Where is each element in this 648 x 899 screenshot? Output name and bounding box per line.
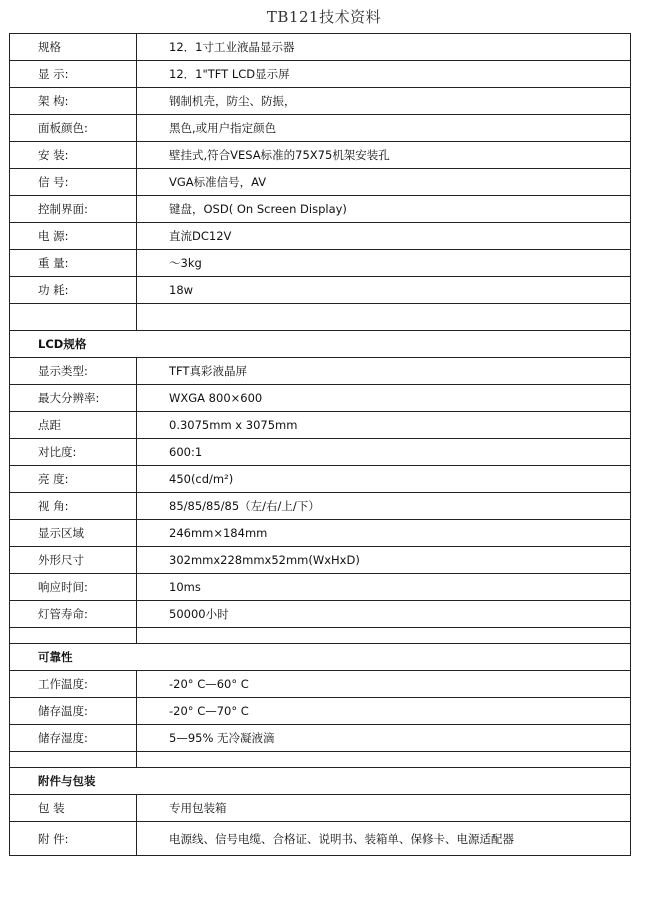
spec-row: [10, 169, 631, 196]
spec-row: [10, 250, 631, 277]
spec-label: 重 量:: [10, 250, 137, 277]
spec-row: [10, 795, 631, 822]
spec-label: 储存温度:: [10, 698, 137, 725]
spec-row: [10, 725, 631, 752]
section-reliability: [10, 644, 631, 671]
document-title: TB121技术资料: [266, 8, 382, 26]
spec-label: 规格: [10, 34, 137, 61]
spec-label: 最大分辨率:: [10, 385, 137, 412]
spec-label: 附 件:: [10, 822, 137, 856]
spec-row: [10, 277, 631, 304]
spec-value: 0.3075mm x 3075mm: [137, 412, 631, 439]
blank-cell: [10, 628, 137, 644]
spec-value: -20° C—60° C: [137, 671, 631, 698]
spec-row: [10, 34, 631, 61]
spec-row: [10, 385, 631, 412]
spec-row: [10, 466, 631, 493]
spec-label: 储存湿度:: [10, 725, 137, 752]
spec-row: [10, 822, 631, 856]
section-heading: 可靠性: [10, 644, 631, 671]
spec-label: 亮 度:: [10, 466, 137, 493]
spec-value: 246mm×184mm: [137, 520, 631, 547]
spec-value: 600:1: [137, 439, 631, 466]
spec-row: [10, 601, 631, 628]
spec-value: VGA标准信号，AV: [137, 169, 631, 196]
spec-row: [10, 412, 631, 439]
section-heading: 附件与包装: [10, 768, 631, 795]
spec-label: 外形尺寸: [10, 547, 137, 574]
spec-row: [10, 671, 631, 698]
blank-row: [10, 752, 631, 768]
blank-row: [10, 304, 631, 331]
spec-label: 包 装: [10, 795, 137, 822]
section-heading: LCD规格: [10, 331, 631, 358]
spec-value: WXGA 800×600: [137, 385, 631, 412]
blank-cell: [137, 628, 631, 644]
spec-row: [10, 223, 631, 250]
spec-table: [9, 33, 631, 856]
spec-value: -20° C—70° C: [137, 698, 631, 725]
spec-value: 302mmx228mmx52mm(WxHxD): [137, 547, 631, 574]
spec-label: 信 号:: [10, 169, 137, 196]
blank-cell: [10, 752, 137, 768]
blank-cell: [137, 752, 631, 768]
spec-value: 电源线、信号电缆、合格证、说明书、装箱单、保修卡、电源适配器: [137, 822, 631, 856]
spec-label: 点距: [10, 412, 137, 439]
spec-row: [10, 439, 631, 466]
blank-cell: [137, 304, 631, 331]
spec-row: [10, 88, 631, 115]
spec-label: 控制界面:: [10, 196, 137, 223]
spec-row: [10, 61, 631, 88]
spec-label: 对比度:: [10, 439, 137, 466]
spec-label: 显 示:: [10, 61, 137, 88]
spec-label: 显示类型:: [10, 358, 137, 385]
spec-label: 架 构:: [10, 88, 137, 115]
spec-value: 85/85/85/85（左/右/上/下）: [137, 493, 631, 520]
spec-label: 电 源:: [10, 223, 137, 250]
blank-cell: [10, 304, 137, 331]
spec-value: 12．1"TFT LCD显示屏: [137, 61, 631, 88]
spec-row: [10, 520, 631, 547]
spec-value: 50000小时: [137, 601, 631, 628]
spec-value: ～3kg: [137, 250, 631, 277]
section-lcd: [10, 331, 631, 358]
spec-value: 450(cd/m²): [137, 466, 631, 493]
spec-value: 专用包装箱: [137, 795, 631, 822]
spec-value: 钢制机壳，防尘、防振，: [137, 88, 631, 115]
spec-value: 黑色,或用户指定颜色: [137, 115, 631, 142]
spec-row: [10, 115, 631, 142]
spec-label: 工作温度:: [10, 671, 137, 698]
spec-value: 10ms: [137, 574, 631, 601]
spec-label: 响应时间:: [10, 574, 137, 601]
spec-label: 灯管寿命:: [10, 601, 137, 628]
spec-value: 5—95% 无冷凝液滴: [137, 725, 631, 752]
section-accessories: [10, 768, 631, 795]
spec-value: 12．1寸工业液晶显示器: [137, 34, 631, 61]
spec-value: 直流DC12V: [137, 223, 631, 250]
spec-label: 视 角:: [10, 493, 137, 520]
spec-row: [10, 358, 631, 385]
blank-row: [10, 628, 631, 644]
spec-row: [10, 547, 631, 574]
spec-label: 面板颜色:: [10, 115, 137, 142]
spec-value: 18w: [137, 277, 631, 304]
spec-value: 键盘，OSD( On Screen Display): [137, 196, 631, 223]
spec-row: [10, 142, 631, 169]
spec-value: 壁挂式,符合VESA标准的75X75机架安装孔: [137, 142, 631, 169]
spec-label: 安 装:: [10, 142, 137, 169]
spec-row: [10, 574, 631, 601]
spec-row: [10, 698, 631, 725]
spec-label: 显示区域: [10, 520, 137, 547]
spec-label: 功 耗:: [10, 277, 137, 304]
spec-value: TFT真彩液晶屏: [137, 358, 631, 385]
spec-row: [10, 196, 631, 223]
spec-row: [10, 493, 631, 520]
